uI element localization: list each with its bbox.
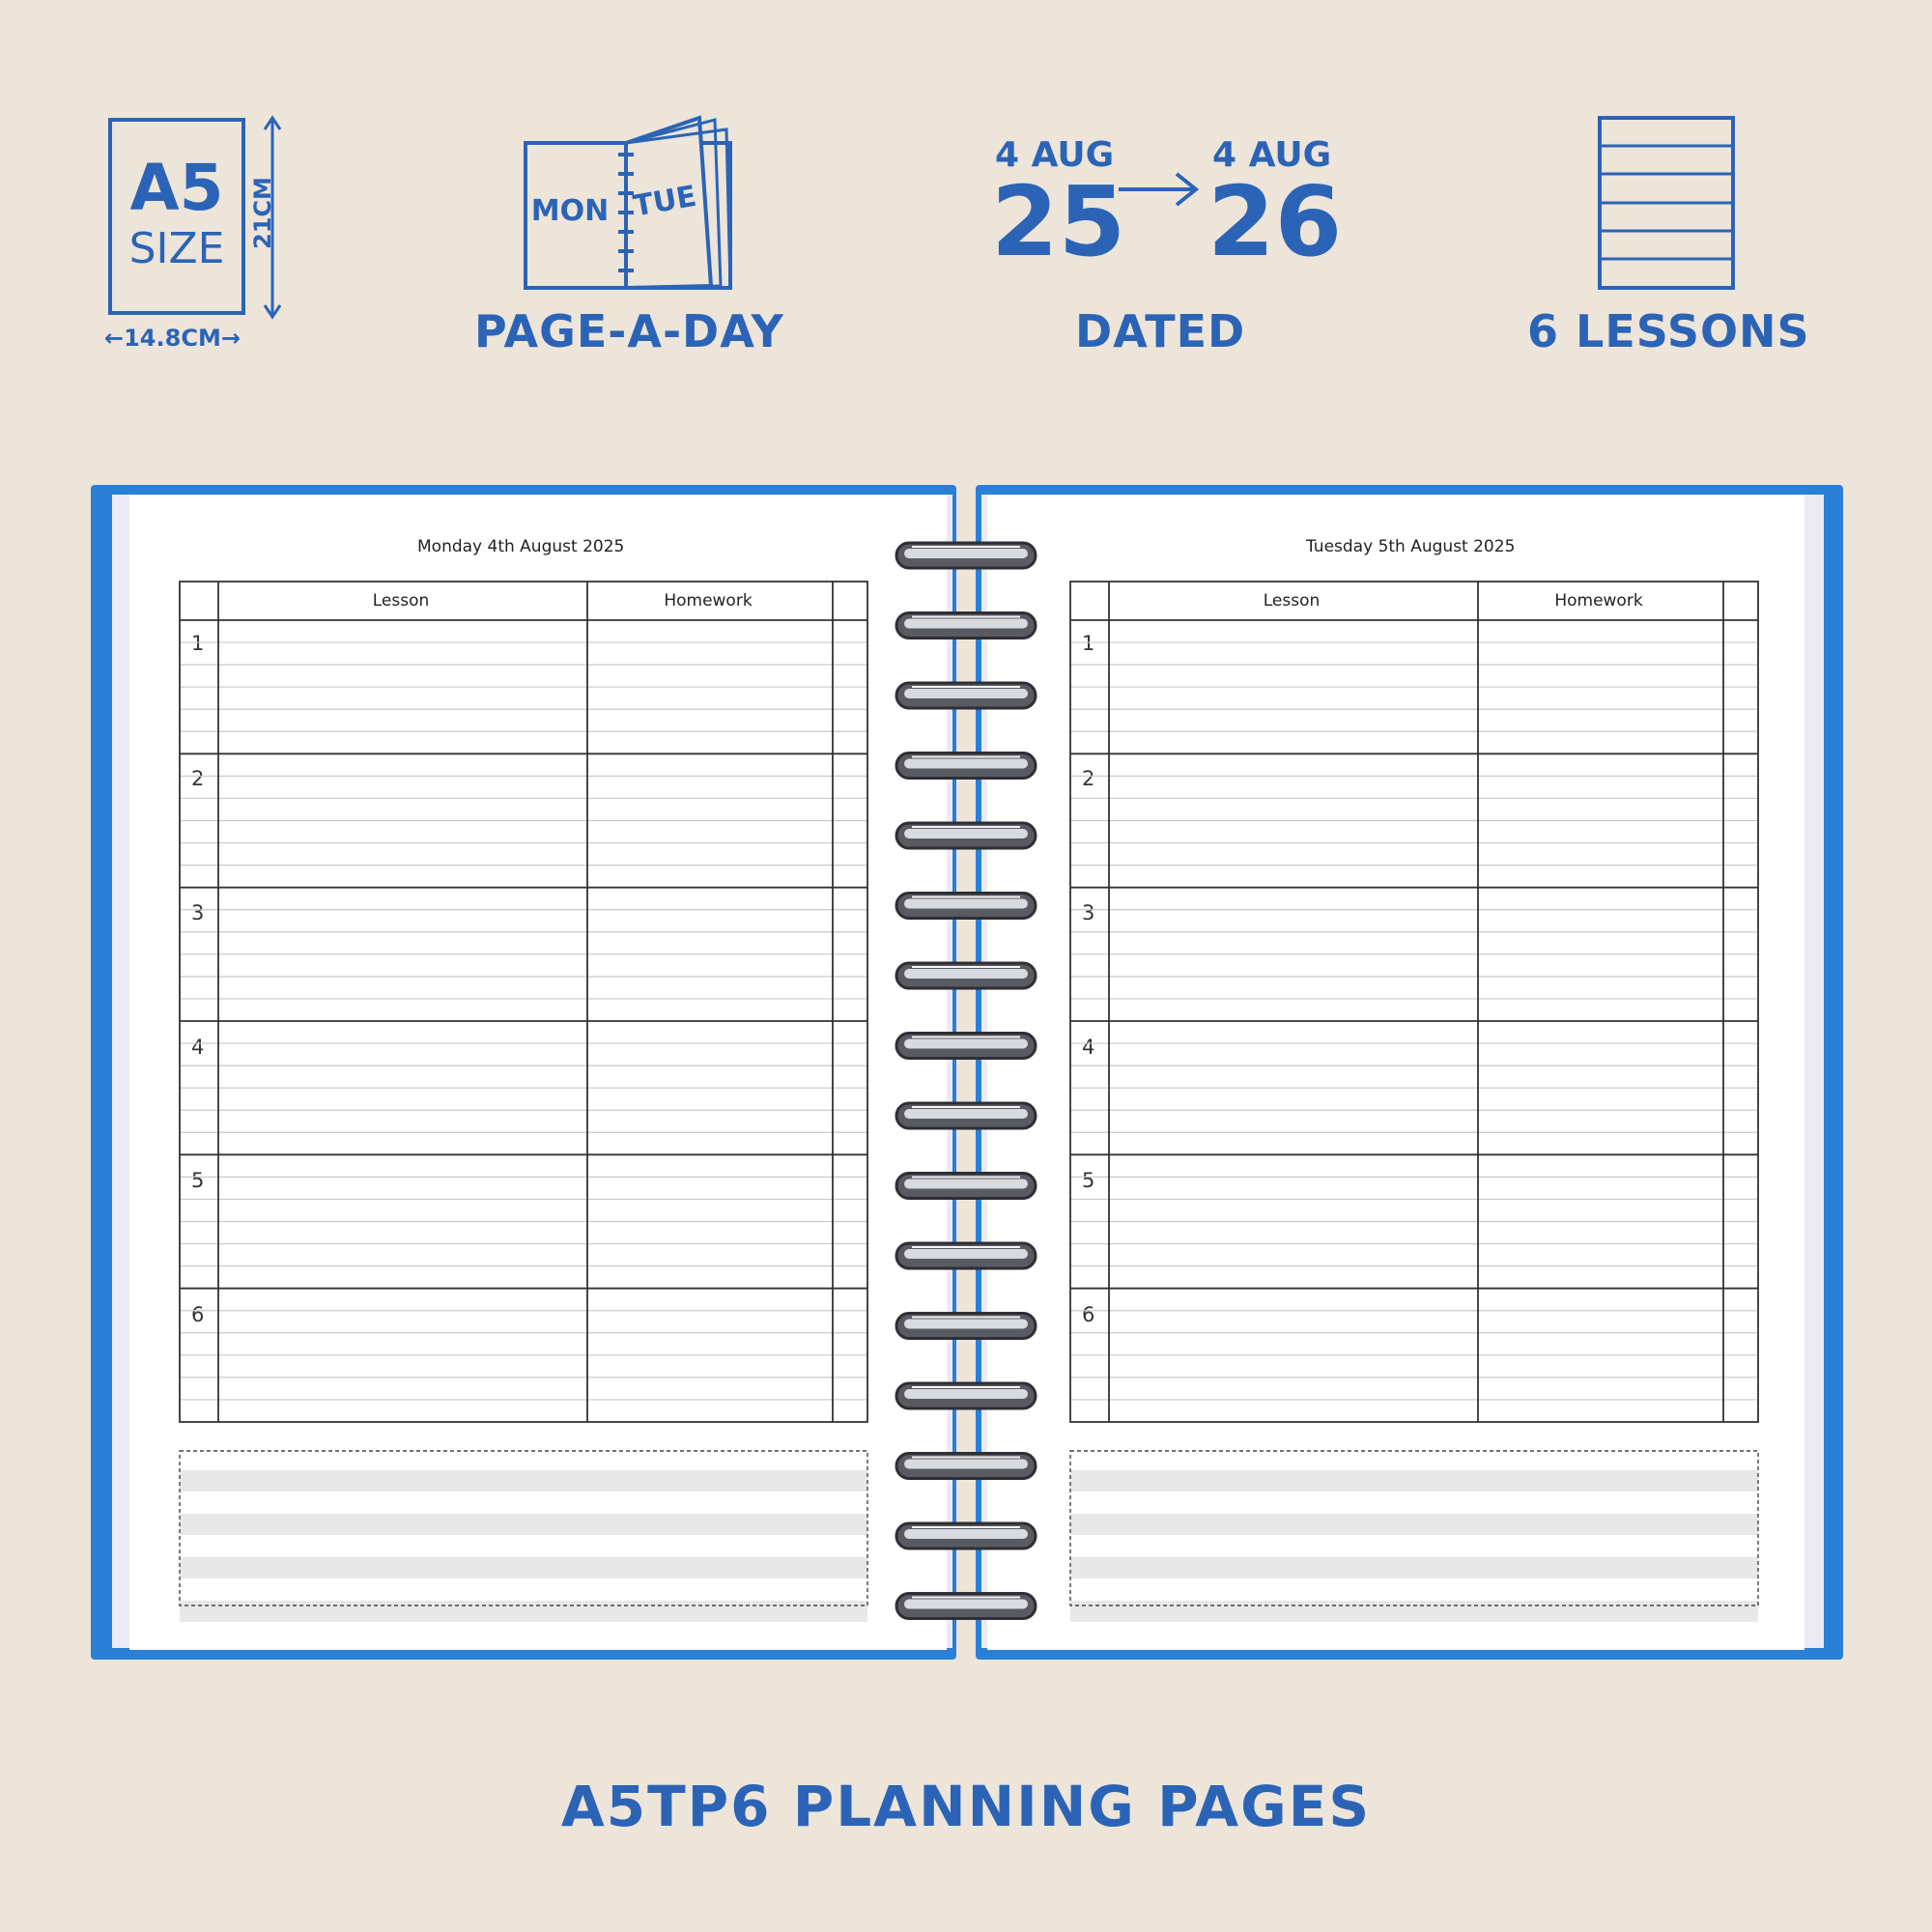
- right-lesson-number: 4: [1082, 1036, 1095, 1059]
- left-lesson-number: 5: [191, 1169, 205, 1192]
- start-month: 4 AUG: [995, 135, 1115, 175]
- right-lesson-number: 5: [1082, 1169, 1095, 1192]
- left-lesson-number: 2: [191, 767, 205, 790]
- left-lesson-header: Lesson: [372, 591, 430, 611]
- left-lesson-number: 4: [191, 1036, 205, 1059]
- right-lesson-number: 3: [1082, 901, 1095, 924]
- mon-label: MON: [530, 194, 610, 228]
- tue-label: TUE: [631, 179, 699, 224]
- footer-title: A5TP6 PLANNING PAGES: [560, 1774, 1372, 1839]
- right-lesson-number: 1: [1082, 632, 1095, 655]
- lessons-label: 6 LESSONS: [1527, 305, 1810, 357]
- end-month: 4 AUG: [1212, 135, 1332, 175]
- right-lesson-number: 6: [1082, 1303, 1095, 1326]
- right-page-date: Tuesday 5th August 2025: [1306, 537, 1516, 556]
- dated-label: DATED: [1075, 305, 1246, 357]
- height-label: 21CM: [249, 177, 276, 249]
- width-label: ←14.8CM→: [104, 325, 241, 352]
- start-year: 25: [991, 165, 1126, 278]
- size-small-label: SIZE: [128, 224, 225, 273]
- size-big-label: A5: [129, 151, 224, 225]
- right-homework-header: Homework: [1554, 591, 1643, 611]
- end-year: 26: [1208, 165, 1343, 278]
- left-homework-header: Homework: [664, 591, 753, 611]
- left-lesson-number: 6: [191, 1303, 205, 1326]
- left-page-date: Monday 4th August 2025: [417, 537, 625, 556]
- right-lesson-header: Lesson: [1263, 591, 1321, 611]
- page-a-day-label: PAGE-A-DAY: [474, 305, 784, 357]
- left-lesson-number: 1: [191, 632, 205, 655]
- right-lesson-number: 2: [1082, 767, 1095, 790]
- left-lesson-number: 3: [191, 901, 205, 924]
